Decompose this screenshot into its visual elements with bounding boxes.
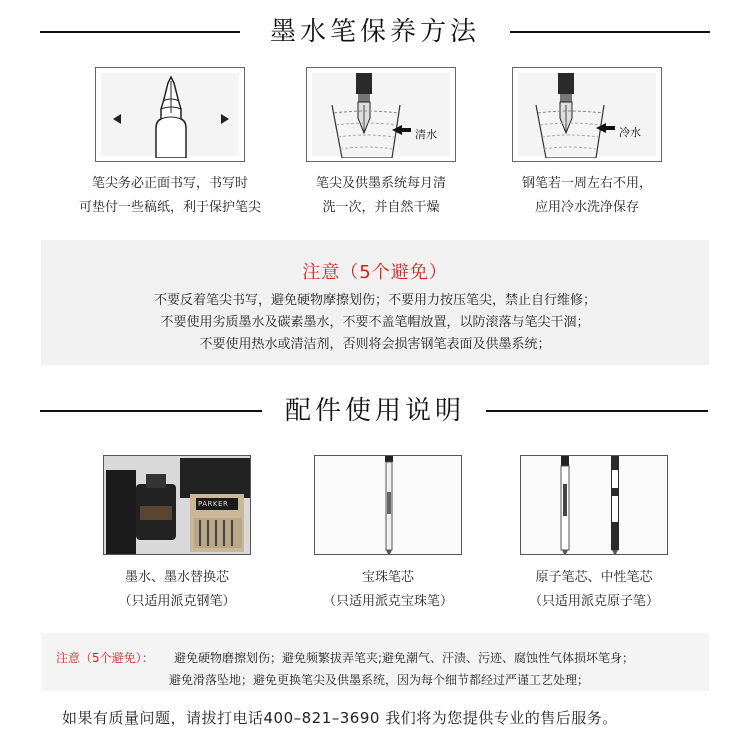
parts-caption-line2: （只适用派克原子笔）	[528, 594, 659, 609]
footer-notice-line-2: 避免滑落坠地；避免更换笔尖及供墨系统，因为每个细节都经过严谨工艺处理；	[169, 673, 590, 687]
care-caption-line1: 钢笔若一周左右不用，	[521, 176, 652, 191]
care-caption-line2: 应用冷水洗净保存	[534, 200, 639, 215]
care-card-clean-water	[306, 67, 456, 162]
footer-notice-label: 注意（5个避免）：	[56, 651, 154, 665]
parts-card-ballpoint	[520, 455, 668, 555]
notice-panel	[41, 240, 709, 365]
parts-caption-rollerball	[273, 566, 503, 614]
clean-water-illustration	[312, 73, 450, 156]
ballpoint-refill-icon	[521, 456, 668, 555]
contact-line: 如果有质量问题，请拔打电话400–821–3690 我们将为您提供专业的售后服务。	[62, 709, 618, 727]
pen-in-cold-water-icon	[518, 73, 658, 158]
ink-bottle-icon	[104, 456, 251, 555]
care-section-title: 墨水笔保养方法	[269, 17, 480, 47]
care-card-writing	[95, 67, 245, 162]
footer-notice-line-1: 避免硬物磨擦划伤；避免频繁拔弄笔夹;避免潮气、汗渍、污迹、腐蚀性气体损坏笔身；	[174, 651, 635, 665]
pen-in-water-icon	[312, 73, 452, 158]
care-caption-line1: 笔尖务必正面书写，书写时	[91, 176, 248, 191]
parts-caption-ink	[62, 566, 292, 614]
parts-section-title: 配件使用说明	[284, 396, 465, 426]
notice-line-2: 不要使用劣质墨水及碳素墨水，不要不盖笔帽放置，以防滚落与笔尖干涸；	[160, 315, 590, 330]
care-section-header	[0, 12, 750, 52]
parts-caption-line2: （只适用派克钢笔）	[118, 594, 236, 609]
cold-water-illustration	[518, 73, 656, 156]
parts-card-rollerball	[314, 455, 462, 555]
parts-card-ink	[103, 455, 251, 555]
clean-water-label: 清水	[415, 128, 437, 141]
parts-caption-ballpoint	[479, 566, 709, 614]
parts-caption-line1: 墨水、墨水替换芯	[124, 570, 229, 585]
care-caption-line1: 笔尖及供墨系统每月清	[315, 176, 446, 191]
care-caption-writing	[55, 172, 285, 220]
care-caption-cold	[472, 172, 702, 220]
parts-section-header	[0, 391, 750, 431]
parts-caption-line1: 原子笔芯、中性笔芯	[535, 570, 653, 585]
cold-water-label: 冷水	[619, 126, 641, 139]
care-card-cold-water	[512, 67, 662, 162]
care-caption-line2: 可垫付一些稿纸，利于保护笔尖	[78, 200, 261, 215]
nib-illustration	[101, 73, 239, 156]
brand-logo: PARKER	[198, 500, 229, 508]
footer-notice-panel	[41, 633, 709, 691]
parts-caption-line1: 宝珠笔芯	[361, 570, 414, 585]
notice-line-3: 不要使用热水或清洁剂，否则将会损害钢笔表面及供墨系统；	[199, 337, 551, 352]
ink-photo	[104, 456, 251, 555]
care-caption-clean	[266, 172, 496, 220]
nib-up-icon	[101, 73, 241, 158]
notice-line-1: 不要反着笔尖书写，避免硬物摩擦划伤；不要用力按压笔尖，禁止自行维修；	[153, 293, 596, 308]
notice-title: 注意（5个避免）	[302, 262, 448, 283]
rollerball-refill-icon	[315, 456, 462, 555]
care-caption-line2: 洗一次，并自然干燥	[322, 200, 440, 215]
parts-caption-line2: （只适用派克宝珠笔）	[322, 594, 453, 609]
